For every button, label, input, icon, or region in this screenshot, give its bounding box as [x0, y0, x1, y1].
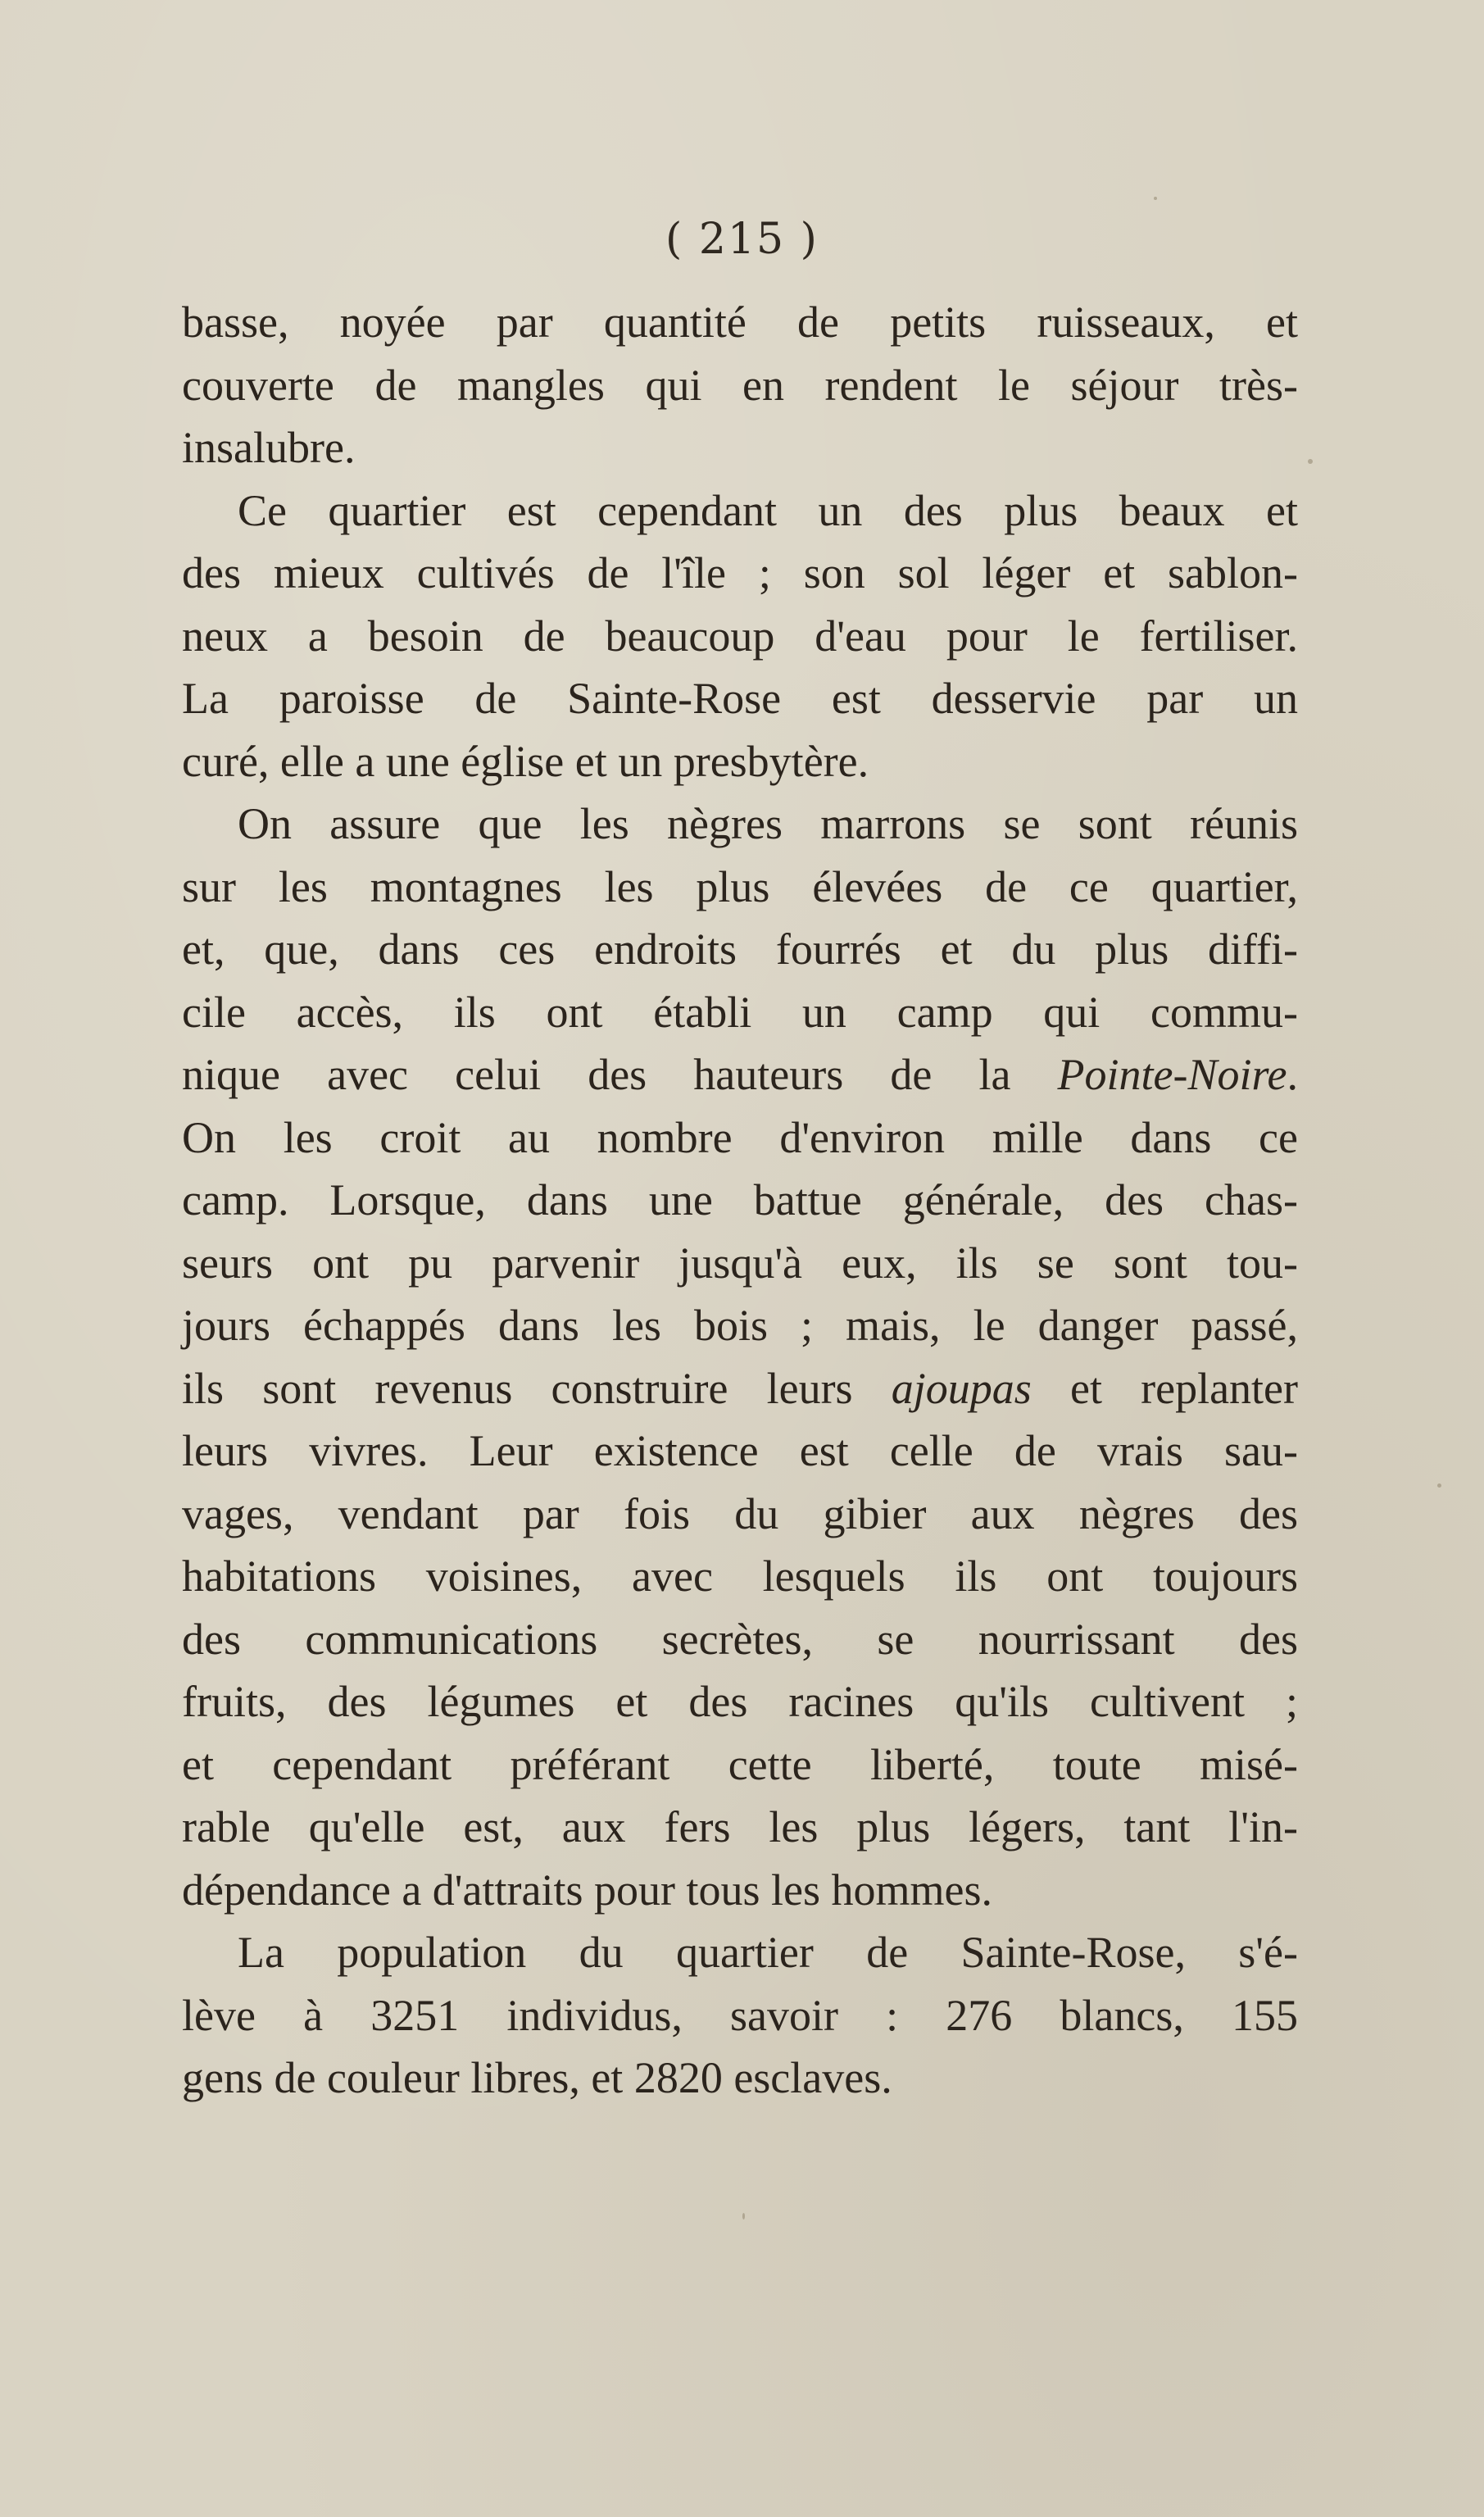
text-line: dépendance a d'attraits pour tous les hommes.	[182, 1865, 992, 1915]
text-line: et cependant préférant cette liberté, toute misé-	[182, 1739, 1298, 1789]
text-line: insalubre.	[182, 423, 356, 472]
text-line	[182, 1357, 1298, 1420]
text-run: nique avec celui des hauteurs de la	[182, 1050, 1058, 1099]
text-run: et replanter	[1031, 1363, 1298, 1413]
text-line: seurs ont pu parvenir jusqu'à eux, ils se sont tou-	[182, 1238, 1298, 1288]
text-line: cile accès, ils ont établi un camp qui commu-	[182, 987, 1298, 1037]
text-line: camp. Lorsque, dans une battue générale, des chas-	[182, 1175, 1298, 1224]
text-line: leurs vivres. Leur existence est celle de vrais sau-	[182, 1426, 1298, 1475]
paper-speck	[1154, 197, 1157, 200]
text-line: curé, elle a une église et un presbytère.	[182, 736, 869, 786]
paper-speck	[742, 2213, 745, 2219]
text-line	[182, 1043, 1298, 1106]
text-run: .	[1287, 1050, 1298, 1099]
text-line: jours échappés dans les bois ; mais, le danger passé,	[182, 1301, 1298, 1350]
paragraph-p2	[182, 479, 1298, 793]
text-line: couverte de mangles qui en rendent le séjour très-	[182, 360, 1298, 410]
text-line: La population du quartier de Sainte-Rose, s'é-	[238, 1928, 1298, 1977]
paragraph-p1	[182, 291, 1298, 479]
text-line: Ce quartier est cependant un des plus beaux et	[238, 485, 1298, 535]
page-number: ( 215 )	[665, 215, 819, 264]
text-run: ils sont revenus construire leurs	[182, 1363, 892, 1413]
paper-speck	[1308, 459, 1313, 464]
paragraph-p3	[182, 793, 1298, 1921]
text-line: neux a besoin de beaucoup d'eau pour le fertiliser.	[182, 611, 1298, 661]
text-line: fruits, des légumes et des racines qu'ils cultivent ;	[182, 1677, 1298, 1726]
body-text	[182, 291, 1298, 2110]
paragraph-p4	[182, 1921, 1298, 2110]
text-line: gens de couleur libres, et 2820 esclaves.	[182, 2053, 892, 2102]
text-line: sur les montagnes les plus élevées de ce quartier,	[182, 861, 1298, 911]
text-line: On les croit au nombre d'environ mille dans ce	[182, 1112, 1298, 1162]
text-line: rable qu'elle est, aux fers les plus légers, tant l'in-	[182, 1802, 1298, 1851]
text-line: des mieux cultivés de l'île ; son sol léger et sablon-	[182, 548, 1298, 597]
text-line: lève à 3251 individus, savoir : 276 blancs, 155	[182, 1990, 1298, 2040]
text-line: On assure que les nègres marrons se sont réunis	[238, 799, 1298, 848]
italic-term: ajoupas	[891, 1363, 1032, 1413]
text-line: vages, vendant par fois du gibier aux nègres des	[182, 1488, 1298, 1538]
text-line: et, que, dans ces endroits fourrés et du plus diffi-	[182, 925, 1298, 974]
text-line: habitations voisines, avec lesquels ils ont toujours	[182, 1552, 1298, 1601]
text-line: des communications secrètes, se nourrissant des	[182, 1614, 1298, 1664]
paper-speck	[1437, 1483, 1441, 1488]
text-line: La paroisse de Sainte-Rose est desservie par un	[182, 674, 1298, 723]
italic-term: Pointe-Noire	[1057, 1050, 1287, 1099]
text-line: basse, noyée par quantité de petits ruisseaux, et	[182, 298, 1298, 347]
